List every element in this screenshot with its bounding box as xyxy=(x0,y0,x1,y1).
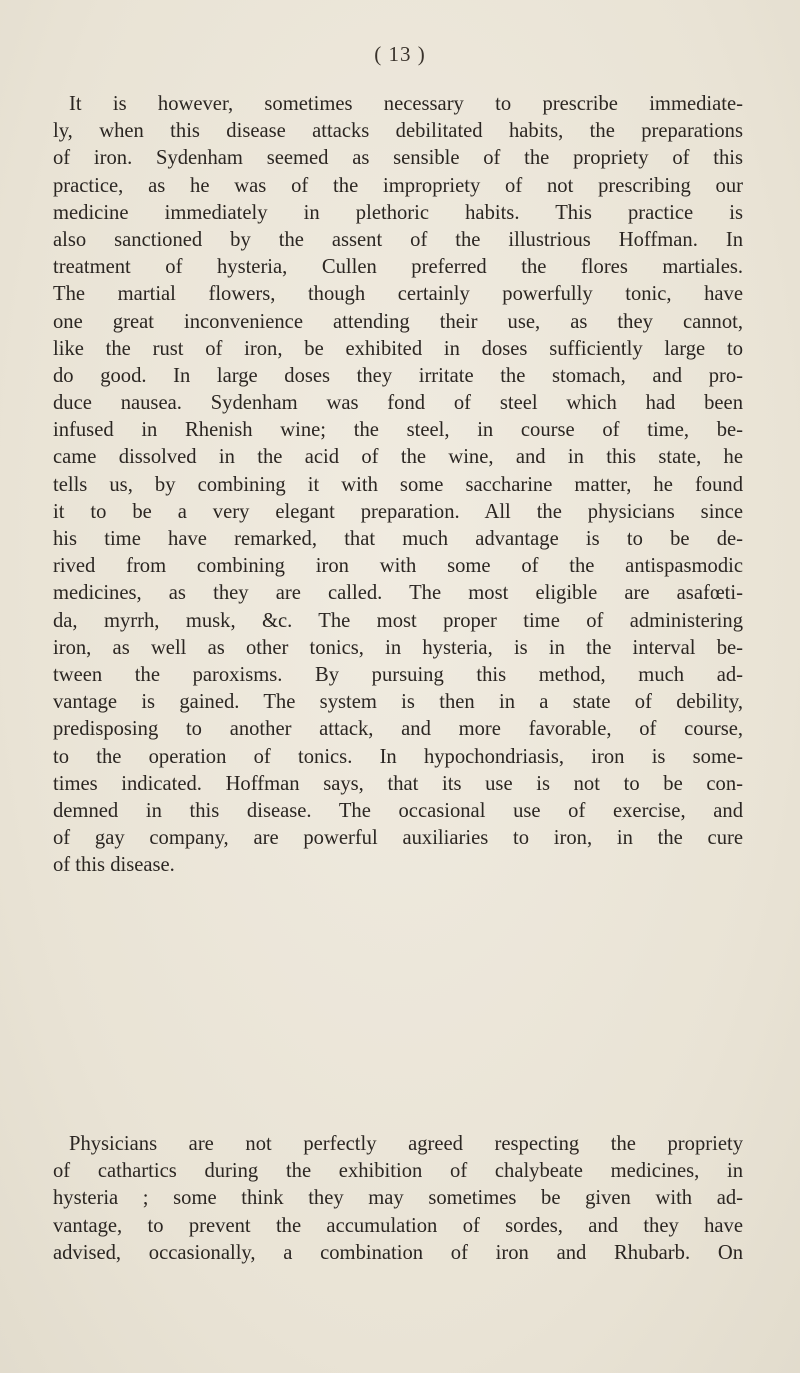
text-line: iron, as well as other tonics, in hysteria, is in the interval be- xyxy=(53,636,743,659)
text-line: rived from combining iron with some of the antispasmodic xyxy=(53,555,743,578)
text-line: treatment of hysteria, Cullen preferred the flores martiales. xyxy=(53,256,743,279)
text-line: vantage, to prevent the accumulation of sordes, and they have xyxy=(53,1214,743,1237)
text-line: duce nausea. Sydenham was fond of steel which had been xyxy=(53,392,743,415)
text-line: one great inconvenience attending their use, as they cannot, xyxy=(53,310,743,333)
text-line: of gay company, are powerful auxiliaries to iron, in the cure xyxy=(53,827,743,850)
text-line: of this disease. xyxy=(53,854,175,877)
paragraph-2 xyxy=(53,1131,743,1267)
text-line: medicine immediately in plethoric habits. This practice is xyxy=(53,201,743,224)
text-line: da, myrrh, musk, &c. The most proper time of administering xyxy=(53,609,743,632)
text-line: Physicians are not perfectly agreed respecting the propriety xyxy=(69,1133,743,1155)
text-line: It is however, sometimes necessary to prescribe immediate- xyxy=(69,93,743,115)
text-line: tween the paroxisms. By pursuing this method, much ad- xyxy=(53,663,743,686)
text-line: his time have remarked, that much advantage is to be de- xyxy=(53,528,743,550)
text-line: times indicated. Hoffman says, that its use is not to be con- xyxy=(53,772,743,795)
text-line: it to be a very elegant preparation. All the physicians since xyxy=(53,500,743,523)
paragraph-1 xyxy=(53,91,743,879)
text-line: hysteria ; some think they may sometimes be given with ad- xyxy=(53,1187,743,1210)
text-line: vantage is gained. The system is then in a state of debility, xyxy=(53,691,743,714)
text-line: of cathartics during the exhibition of chalybeate medicines, in xyxy=(53,1160,743,1183)
text-line: infused in Rhenish wine; the steel, in course of time, be- xyxy=(53,419,743,442)
text-line: also sanctioned by the assent of the illustrious Hoffman. In xyxy=(53,228,743,251)
text-line: ly, when this disease attacks debilitated habits, the preparations xyxy=(53,120,743,143)
text-line: demned in this disease. The occasional use of exercise, and xyxy=(53,799,743,822)
page-number: ( 13 ) xyxy=(374,42,426,66)
text-line: practice, as he was of the impropriety of not prescribing our xyxy=(53,174,743,197)
text-line: The martial flowers, though certainly powerfully tonic, have xyxy=(53,283,743,306)
text-line: to the operation of tonics. In hypochondriasis, iron is some- xyxy=(53,745,743,768)
text-line: tells us, by combining it with some saccharine matter, he found xyxy=(53,473,743,496)
text-line: like the rust of iron, be exhibited in doses sufficiently large to xyxy=(53,337,743,360)
text-line: of iron. Sydenham seemed as sensible of the propriety of this xyxy=(53,147,743,170)
text-line: advised, occasionally, a combination of iron and Rhubarb. On xyxy=(53,1241,743,1264)
text-line: came dissolved in the acid of the wine, and in this state, he xyxy=(53,446,743,469)
text-line: predisposing to another attack, and more favorable, of course, xyxy=(53,718,743,741)
text-line: do good. In large doses they irritate the stomach, and pro- xyxy=(53,364,743,387)
text-line: medicines, as they are called. The most eligible are asafœti- xyxy=(53,582,743,605)
